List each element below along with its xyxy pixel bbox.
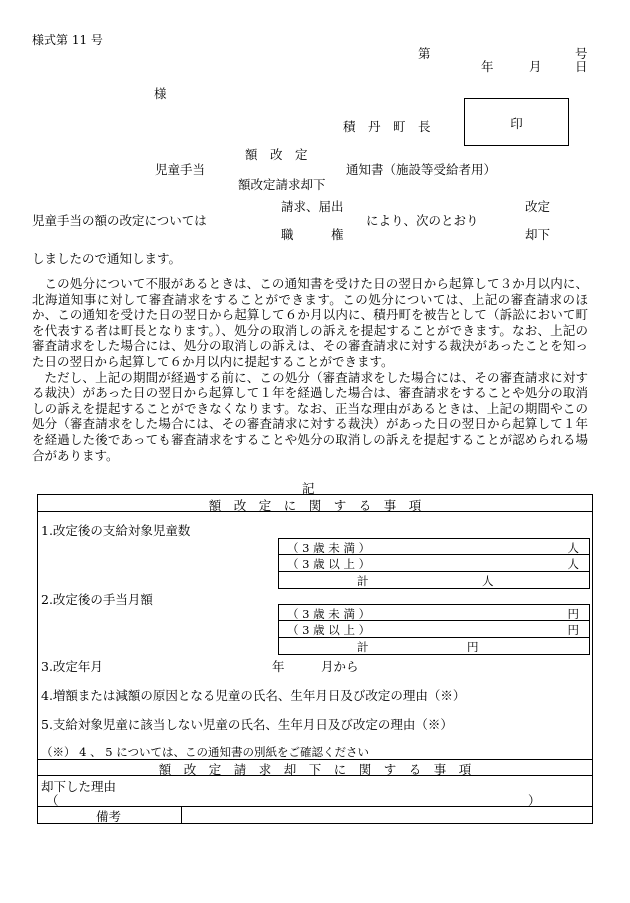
details-table bbox=[37, 494, 593, 824]
title-line1: 額 改 定 bbox=[245, 147, 308, 162]
count-total-unit: 人 bbox=[482, 574, 494, 588]
option-reject: 却下 bbox=[525, 227, 551, 242]
count-row-under3 bbox=[278, 538, 590, 555]
count-row-over3 bbox=[278, 555, 590, 572]
title-left: 児童手当 bbox=[155, 162, 206, 177]
date-year: 年 bbox=[481, 59, 494, 74]
sentence-left: 児童手当の額の改定については bbox=[32, 213, 207, 228]
appeal-paragraph-1: この処分について不服があるときは、この通知書を受けた日の翌日から起算して３か月以内に、北海道知事に対して審査請求をすることができます。この処分については、上記の審査請求のほか、この通知を受けた日の翌日から起算して６か月以内に、積丹町を被告として（訴訟において町を代表する者は町長となります。）、処分の取消しの訴えを提起することができます。なお、上記の審査請求をした場合には、処分の取消しの訴えは、その審査請求に対する裁決があったことを知った日の翌日から起算して６か月以内に提起することができます。 bbox=[32, 276, 588, 369]
title-right: 通知書（施設等受給者用） bbox=[346, 162, 497, 177]
ki-label: 記 bbox=[302, 481, 315, 496]
seal-box bbox=[464, 98, 569, 146]
reject-paren-open: （ bbox=[46, 793, 59, 808]
amount-row-over3-unit: 円 bbox=[567, 623, 579, 637]
amount-row-under3-unit: 円 bbox=[567, 607, 579, 621]
note-text: （※） 4 、 5 については、この通知書の別紙をご確認ください bbox=[41, 745, 370, 759]
amount-row-under3-label: （ 3 歳 未 満 ） bbox=[287, 607, 371, 621]
option-request: 請求、届出 bbox=[281, 199, 344, 214]
amount-total-unit: 円 bbox=[467, 640, 479, 654]
item4-label: 4.増額または減額の原因となる児童の氏名、生年月日及び改定の理由（※） bbox=[41, 688, 466, 703]
reject-paren-close: ） bbox=[528, 793, 541, 808]
sentence-end: しましたので通知します。 bbox=[32, 251, 182, 266]
amount-total-row bbox=[278, 638, 590, 655]
count-total-row bbox=[278, 572, 590, 589]
remarks-label: 備考 bbox=[96, 809, 122, 824]
issuer-name: 積 丹 町 長 bbox=[343, 119, 431, 134]
date-month: 月 bbox=[529, 59, 542, 74]
seal-label: 印 bbox=[510, 116, 523, 131]
count-total-label: 計 bbox=[357, 574, 369, 588]
amount-row-over3 bbox=[278, 621, 590, 638]
item3-label: 3.改定年月 bbox=[41, 659, 103, 674]
sentence-mid: により、次のとおり bbox=[366, 213, 479, 228]
section2-header: 額 改 定 請 求 却 下 に 関 す る 事 項 bbox=[158, 762, 472, 777]
count-row-under3-unit: 人 bbox=[567, 541, 579, 555]
item5-label: 5.支給対象児童に該当しない児童の氏名、生年月日及び改定の理由（※） bbox=[41, 717, 453, 732]
form-number: 様式第 11 号 bbox=[32, 33, 103, 47]
item3-year: 年 bbox=[272, 659, 285, 674]
item3-month: 月から bbox=[321, 659, 359, 674]
count-row-over3-label: （ 3 歳 以 上 ） bbox=[287, 557, 371, 571]
reject-reason-label: 却下した理由 bbox=[41, 779, 117, 794]
appeal-notice bbox=[32, 276, 588, 463]
section1-header: 額 改 定 に 関 す る 事 項 bbox=[208, 498, 422, 513]
amount-row-under3 bbox=[278, 604, 590, 621]
amount-row-over3-label: （ 3 歳 以 上 ） bbox=[287, 623, 371, 637]
item1-label: 1.改定後の支給対象児童数 bbox=[41, 523, 191, 538]
title-line3: 額改定請求却下 bbox=[238, 177, 326, 192]
number-label: 第 bbox=[418, 46, 431, 61]
option-authority: 職 権 bbox=[281, 227, 344, 242]
option-revise: 改定 bbox=[525, 199, 551, 214]
number-suffix: 号 bbox=[575, 46, 588, 61]
count-row-over3-unit: 人 bbox=[567, 557, 579, 571]
date-day: 日 bbox=[575, 59, 588, 74]
count-row-under3-label: （ 3 歳 未 満 ） bbox=[287, 541, 371, 555]
addressee-suffix: 様 bbox=[154, 86, 167, 101]
amount-total-label: 計 bbox=[357, 640, 369, 654]
appeal-paragraph-2: ただし、上記の期間が経過する前に、この処分（審査請求をした場合には、その審査請求に対する裁決）があった日の翌日から起算して１年を経過した場合は、審査請求をすることや処分の取消しの訴えを提起することができなくなります。なお、正当な理由があるときは、上記の期間やこの処分（審査請求をした場合には、その審査請求に対する裁決）があった日の翌日から起算して１年を経過した後であっても審査請求をすることや処分の取消しの訴えを提起することが認められる場合があります。 bbox=[32, 369, 588, 463]
item2-label: 2.改定後の手当月額 bbox=[41, 592, 153, 607]
